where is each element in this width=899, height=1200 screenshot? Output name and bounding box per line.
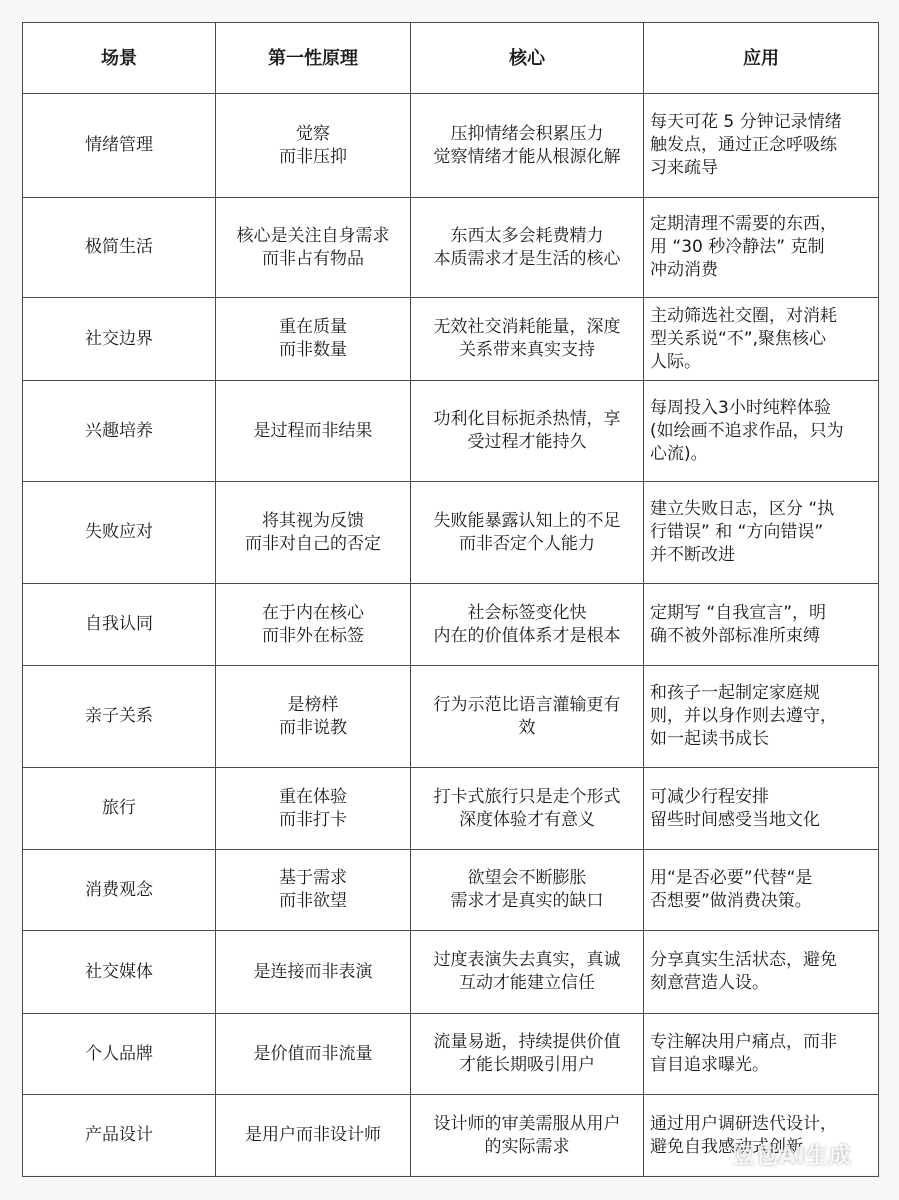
cell-application-line: 冲动消费 (650, 260, 718, 280)
cell-scene: 社交边界 (23, 298, 216, 381)
cell-core-line: 东西太多会耗费精力 (450, 225, 604, 246)
table-row (23, 584, 879, 666)
cell-core-line: 效 (518, 717, 536, 738)
cell-principle (216, 1095, 411, 1177)
cell-application-line: 通过用户调研迭代设计， (650, 1113, 837, 1134)
principles-table (22, 22, 879, 1177)
table-row (23, 94, 879, 198)
cell-core-line: 功利化目标扼杀热情，享 (433, 409, 621, 429)
header-core: 核心 (411, 23, 644, 94)
cell-core-line: 而非否定个人能力 (459, 533, 595, 554)
cell-application-line: 定期清理不需要的东西， (650, 214, 837, 234)
cell-principle-line: 是价值而非流量 (253, 1043, 373, 1064)
header-application: 应用 (644, 23, 879, 94)
cell-core-line: 压抑情绪会积累压力 (450, 123, 604, 144)
cell-scene: 个人品牌 (23, 1014, 216, 1095)
header-scene: 场景 (23, 23, 216, 94)
cell-principle (216, 850, 411, 931)
cell-application-line: 则，并以身作则去遵守， (650, 706, 837, 726)
table-row (23, 198, 879, 298)
cell-application-line: 专注解决用户痛点，而非 (650, 1032, 837, 1052)
cell-principle-line: 而非说教 (279, 717, 347, 738)
cell-application-line: 避免自我感动式创新 (650, 1136, 803, 1157)
watermark: 豆包AI生成 (732, 1144, 852, 1169)
document-sheet (22, 22, 878, 1174)
cell-principle-line: 而非压抑 (279, 146, 347, 167)
cell-principle-line: 将其视为反馈 (262, 510, 364, 531)
cell-principle-line: 而非占有物品 (262, 248, 364, 269)
cell-core (411, 584, 644, 666)
cell-application-line: 每天可花 5 分钟记录情绪 (650, 112, 842, 132)
cell-principle-line: 是用户而非设计师 (245, 1125, 381, 1145)
cell-scene: 兴趣培养 (23, 381, 216, 482)
cell-principle (216, 298, 411, 381)
cell-core-line: 觉察情绪才能从根源化解 (433, 146, 621, 167)
cell-core-line: 才能长期吸引用户 (459, 1055, 595, 1075)
cell-principle-line: 重在质量 (279, 317, 347, 337)
table-row (23, 931, 879, 1014)
cell-principle-line: 核心是关注自身需求 (236, 225, 390, 246)
header-principle: 第一性原理 (216, 23, 411, 94)
cell-application-line: 可减少行程安排 (650, 786, 769, 807)
cell-scene: 亲子关系 (23, 666, 216, 768)
cell-application (644, 1014, 879, 1095)
cell-application-line: 触发点，通过正念呼吸练 (650, 135, 837, 155)
cell-core-line: 的实际需求 (484, 1136, 570, 1157)
cell-core (411, 198, 644, 298)
cell-application-line: 留些时间感受当地文化 (650, 809, 820, 830)
cell-application-line: 建立失败日志，区分 “执 (650, 499, 835, 519)
cell-application (644, 768, 879, 850)
cell-principle-line: 而非欲望 (279, 891, 347, 911)
cell-core-line: 设计师的审美需服从用户 (433, 1113, 621, 1134)
cell-scene: 失败应对 (23, 482, 216, 584)
cell-core-line: 深度体验才有意义 (459, 809, 595, 830)
cell-principle (216, 931, 411, 1014)
cell-principle-line: 基于需求 (279, 868, 347, 888)
cell-principle-line: 而非数量 (279, 340, 347, 360)
cell-core (411, 298, 644, 381)
cell-application-line: 习来疏导 (650, 158, 718, 178)
cell-core-line: 过度表演失去真实，真诚 (433, 950, 621, 970)
cell-application-line: 主动筛选社交圈，对消耗 (650, 305, 837, 326)
cell-scene: 产品设计 (23, 1095, 216, 1177)
cell-application-line: 心流)。 (650, 443, 708, 464)
cell-application (644, 298, 879, 381)
header-row (23, 23, 879, 94)
cell-application-line: 确不被外部标准所束缚 (650, 625, 820, 646)
cell-core-line: 欲望会不断膨胀 (467, 868, 587, 888)
cell-principle-line: 觉察 (296, 123, 330, 144)
table-row (23, 482, 879, 584)
cell-core (411, 666, 644, 768)
table-row (23, 768, 879, 850)
cell-principle (216, 198, 411, 298)
cell-scene: 情绪管理 (23, 94, 216, 198)
table-row (23, 1014, 879, 1095)
cell-core-line: 无效社交消耗能量，深度 (433, 317, 621, 337)
cell-scene: 社交媒体 (23, 931, 216, 1014)
table-row (23, 298, 879, 381)
cell-core (411, 1095, 644, 1177)
cell-application-line: 分享真实生活状态，避免 (650, 950, 837, 970)
cell-application-line: 并不断改进 (650, 545, 735, 565)
cell-application-line: (如绘画不追求作品，只为 (650, 420, 844, 441)
table-row (23, 666, 879, 768)
cell-core-line: 需求才是真实的缺口 (450, 891, 604, 911)
cell-application-line: 盲目追求曝光。 (650, 1055, 769, 1075)
cell-principle (216, 482, 411, 584)
cell-principle-line: 是连接而非表演 (253, 961, 373, 982)
cell-application-line: 和孩子一起制定家庭规 (650, 683, 820, 703)
cell-principle (216, 666, 411, 768)
cell-core-line: 本质需求才是生活的核心 (433, 248, 621, 269)
cell-core (411, 482, 644, 584)
cell-principle-line: 是过程而非结果 (253, 420, 373, 441)
cell-core-line: 关系带来真实支持 (459, 340, 595, 360)
cell-core (411, 94, 644, 198)
cell-application-line: 用“是否必要”代替“是 (650, 868, 813, 888)
cell-application (644, 94, 879, 198)
cell-core-line: 内在的价值体系才是根本 (433, 625, 621, 646)
cell-scene: 旅行 (23, 768, 216, 850)
cell-application (644, 482, 879, 584)
cell-principle-line: 而非对自己的否定 (245, 533, 381, 554)
cell-application-line: 否想要”做消费决策。 (650, 891, 812, 911)
cell-core-line: 失败能暴露认知上的不足 (433, 510, 621, 531)
cell-application (644, 666, 879, 768)
cell-principle (216, 768, 411, 850)
cell-application (644, 931, 879, 1014)
table-row (23, 850, 879, 931)
cell-application-line: 用 “30 秒冷静法” 克制 (650, 237, 825, 257)
cell-principle (216, 1014, 411, 1095)
cell-core-line: 受过程才能持久 (467, 432, 587, 452)
cell-principle-line: 重在体验 (279, 786, 347, 807)
cell-application-line: 行错误” 和 “方向错误” (650, 522, 824, 542)
cell-core-line: 流量易逝，持续提供价值 (433, 1032, 621, 1052)
cell-core-line: 互动才能建立信任 (459, 973, 595, 993)
cell-scene: 自我认同 (23, 584, 216, 666)
cell-principle-line: 是榜样 (287, 694, 339, 715)
cell-core (411, 768, 644, 850)
cell-principle (216, 94, 411, 198)
cell-core (411, 850, 644, 931)
cell-core (411, 931, 644, 1014)
table-row (23, 381, 879, 482)
cell-application-line: 每周投入3小时纯粹体验 (650, 397, 831, 418)
cell-principle-line: 而非外在标签 (262, 625, 364, 646)
cell-application (644, 381, 879, 482)
cell-core-line: 行为示范比语言灌输更有 (433, 694, 621, 715)
cell-principle-line: 而非打卡 (279, 809, 347, 830)
cell-core (411, 1014, 644, 1095)
cell-principle (216, 584, 411, 666)
cell-application-line: 型关系说“不”,聚焦核心 (650, 328, 827, 349)
cell-application-line: 如一起读书成长 (650, 729, 769, 749)
cell-application (644, 584, 879, 666)
cell-core (411, 381, 644, 482)
cell-application (644, 198, 879, 298)
cell-core-line: 打卡式旅行只是走个形式 (433, 786, 621, 807)
cell-application (644, 850, 879, 931)
cell-principle-line: 在于内在核心 (262, 602, 364, 623)
cell-core-line: 社会标签变化快 (467, 602, 587, 623)
cell-application-line: 刻意营造人设。 (650, 973, 769, 993)
cell-application-line: 定期写 “自我宣言”，明 (650, 602, 827, 623)
cell-scene: 消费观念 (23, 850, 216, 931)
cell-principle (216, 381, 411, 482)
cell-application-line: 人际。 (650, 351, 701, 372)
cell-scene: 极简生活 (23, 198, 216, 298)
